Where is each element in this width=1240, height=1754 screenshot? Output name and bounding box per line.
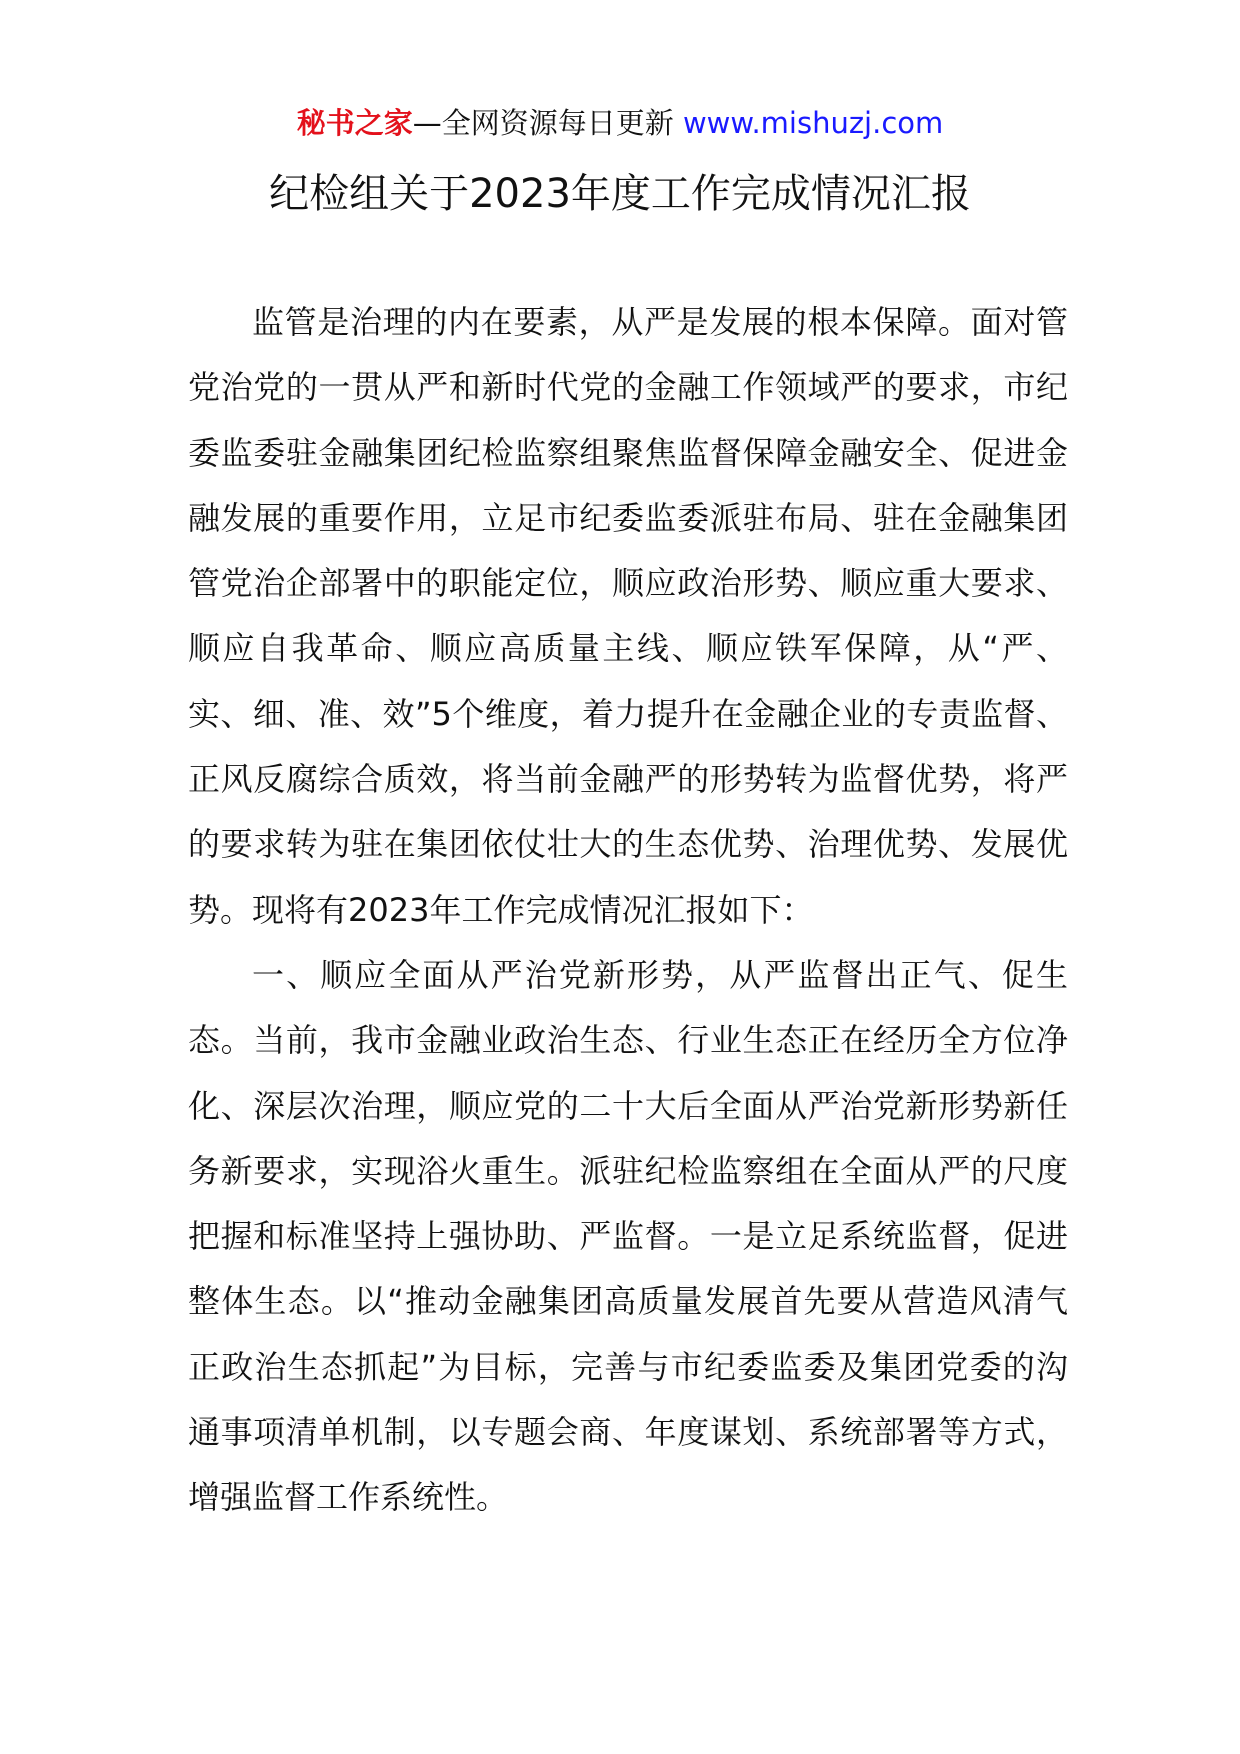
header-tagline: —全网资源每日更新 [412, 106, 674, 140]
site-url-link[interactable]: www.mishuzj.com [682, 106, 944, 140]
body-paragraph-intro: 监管是治理的内在要素，从严是发展的根本保障。面对管党治党的一贯从严和新时代党的金融工作领域严的要求，市纪委监委驻金融集团纪检监察组聚焦监督保障金融安全、促进金融发展的重要作用，立足市纪委监委派驻布局、驻在金融集团管党治企部署中的职能定位，顺应政治形势、顺应重大要求、顺应自我革命、顺应高质量主线、顺应铁军保障，从“严、实、细、准、效”5个维度，着力提升在金融企业的专责监督、正风反腐综合质效，将当前金融严的形势转为监督优势，将严的要求转为驻在集团依仗壮大的生态优势、治理优势、发展优势。现将有2023年工作完成情况汇报如下： [188, 303, 1068, 929]
document-title: 纪检组关于2023年度工作完成情况汇报 [269, 171, 971, 217]
site-header [0, 101, 1240, 145]
brand-name: 秘书之家 [296, 106, 413, 140]
document-body [188, 290, 1068, 1531]
body-paragraph-section-one: 一、顺应全面从严治党新形势，从严监督出正气、促生态。当前，我市金融业政治生态、行业生态正在经历全方位净化、深层次治理，顺应党的二十大后全面从严治党新形势新任务新要求，实现浴火重生。派驻纪检监察组在全面从严的尺度把握和标准坚持上强协助、严监督。一是立足系统监督，促进整体生态。以“推动金融集团高质量发展首先要从营造风清气正政治生态抓起”为目标，完善与市纪委监委及集团党委的沟通事项清单机制，以专题会商、年度谋划、系统部署等方式，增强监督工作系统性。 [188, 955, 1068, 1517]
